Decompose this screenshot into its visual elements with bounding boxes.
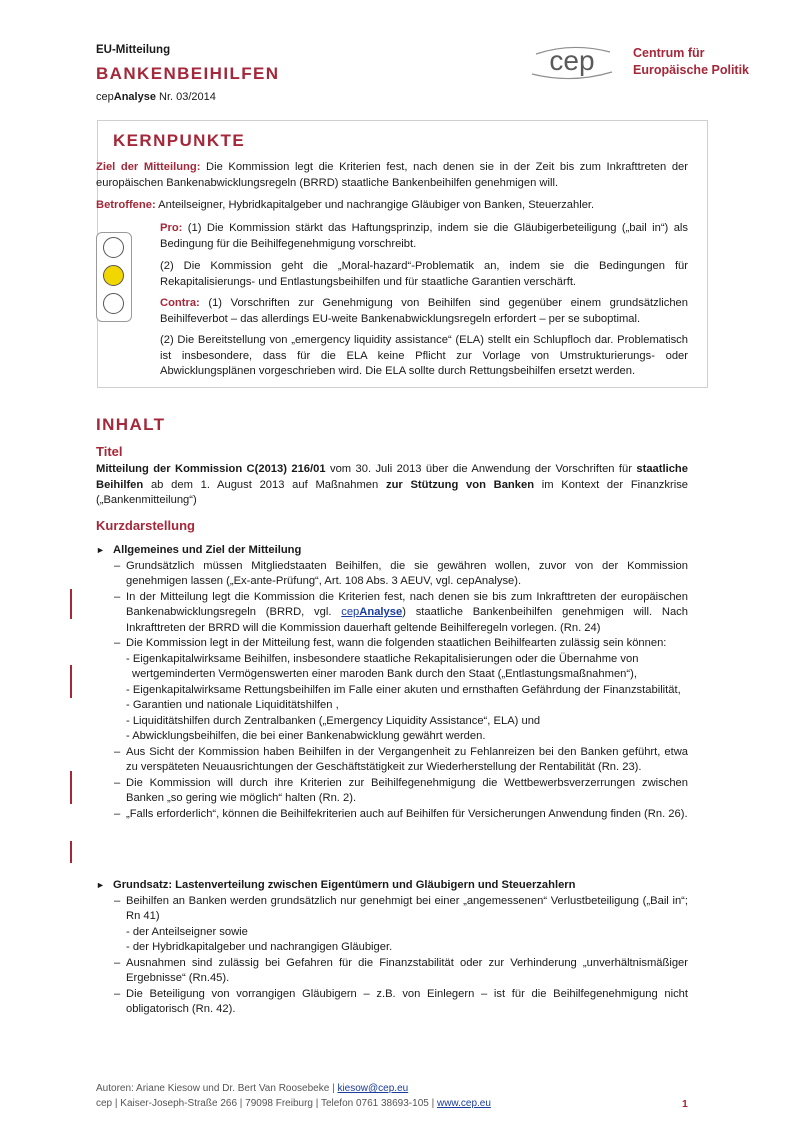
- website-link[interactable]: www.cep.eu: [436, 1098, 491, 1109]
- document-title: BANKENBEIHILFEN: [96, 64, 280, 83]
- margin-change-bar: [70, 841, 72, 863]
- margin-change-bar: [70, 665, 72, 698]
- organisation-name: Centrum für Europäische Politik: [633, 46, 750, 77]
- section-allgemeines: [96, 543, 688, 822]
- margin-change-bar: [70, 589, 72, 619]
- footer-authors: Autoren: Ariane Kiesow und Dr. Bert Van Roosebeke | kiesow@cep.eu: [96, 1083, 409, 1094]
- list-item: – Die Beteiligung von vorrangigen Gläubigern – z.B. von Einlegern – ist für die Beihilfegenehmigung nicht obligatorisch (Rn. 42).: [114, 987, 688, 1015]
- footer-address: cep | Kaiser-Joseph-Straße 266 | 79098 Freiburg | Telefon 0761 38693-105 | www.cep.eu: [96, 1098, 491, 1109]
- sub-list: [96, 925, 688, 956]
- traffic-light-icon: [96, 232, 132, 322]
- traffic-light-yellow-lamp: [103, 265, 124, 286]
- list-item: – Beihilfen an Banken werden grundsätzlich nur genehmigt bei einer „angemessenen“ Verlustbeteiligung („Bail in“; Rn 41): [114, 894, 688, 922]
- page-number: 1: [682, 1098, 688, 1110]
- list-item: – Aus Sicht der Kommission haben Beihilfen in der Vergangenheit zu Fehlanreizen bei den Banken geführt, etwa zu verspäteten Neuausrichtungen der Geschäftstätigkeit zur Wiederherstellung der Rentabilität (Rn. 23).: [114, 745, 688, 773]
- margin-change-bar: [70, 771, 72, 804]
- traffic-light-red-lamp: [103, 237, 124, 258]
- list-item: – Die Kommission will durch ihre Kriterien zur Beihilfegenehmigung die Wettbewerbsverzerrungen zwischen Banken „so gering wie möglich“ halten (Rn. 2).: [114, 776, 688, 804]
- sub-list-item: - Abwicklungsbeihilfen, die bei einer Bankenabwicklung gewährt werden.: [126, 730, 486, 742]
- kernpunkte-heading: KERNPUNKTE: [113, 131, 246, 150]
- list-item: – Grundsätzlich müssen Mitgliedstaaten Beihilfen, die sie gewähren wollen, zuvor von der Kommission genehmigen lassen („Ex-ante-Prüfung“, Art. 108 Abs. 3 AEUV, vgl. cepAnalyse).: [114, 559, 688, 587]
- sub-list-item: - Liquiditätshilfen durch Zentralbanken („Emergency Liquidity Assistance“, ELA) und: [126, 714, 541, 727]
- contra-2-paragraph: (2) Die Bereitstellung von „emergency liquidity assistance“ (ELA) stellt ein Schlupfloch dar. Problematisch ist insbesondere, dass für die ELA keine Pflicht zur Vorlage von Umstrukturierungs- oder Abwicklungsplänen vorgeschrieben wird. Die ELA sollte durch Rettungsbeihilfen ersetzt werden.: [160, 334, 688, 377]
- ziel-paragraph: Ziel der Mitteilung: Die Kommission legt die Kriterien fest, nach denen sie in der Zeit bis zum Inkrafttreten der europäischen Bankenabwicklungsregeln (BRRD) staatliche Bankenbeihilfen genehmigen will.: [96, 161, 688, 189]
- pro-2-paragraph: (2) Die Kommission geht die „Moral-hazard“-Problematik an, indem sie die Bedingungen für Rekapitalisierungs- und Entlastungsbeihilfen und für staatliche Garantien verschärft.: [160, 260, 688, 288]
- sub-list-item: - Garantien und nationale Liquiditätshilfen ,: [126, 699, 339, 711]
- pro-1-paragraph: Pro: (1) Die Kommission stärkt das Haftungsprinzip, indem sie die Gläubigerbeteiligung („bail in“) als Bedingung für die Beihilfegenehmigung vorschreibt.: [160, 222, 688, 250]
- cep-logo: [526, 40, 618, 84]
- kurzdarstellung-heading: Kurzdarstellung: [96, 518, 195, 533]
- section-heading: ► Allgemeines und Ziel der Mitteilung: [96, 543, 688, 559]
- list-item: – Ausnahmen sind zulässig bei Gefahren für die Finanzstabilität oder zur Verhinderung „unverhältnismäßiger Ergebnisse“ (Rn.45).: [114, 956, 688, 984]
- sub-list-item: - der Anteilseigner sowie: [126, 925, 248, 938]
- arrow-right-icon: ►: [96, 880, 105, 890]
- sub-list-item: - der Hybridkapitalgeber und nachrangigen Gläubiger.: [126, 941, 393, 953]
- contra-1-paragraph: Contra: (1) Vorschriften zur Genehmigung von Beihilfen sind gegenüber einem grundsätzlichen Beihilfeverbot – das allerdings EU-weite Bankenabwicklungsregeln erfordert – per se suboptimal.: [160, 297, 688, 325]
- betroffene-paragraph: Betroffene: Anteilseigner, Hybridkapitalgeber und nachrangige Gläubiger von Banken, Steuerzahler.: [96, 199, 595, 211]
- email-link[interactable]: kiesow@cep.eu: [337, 1083, 409, 1094]
- titel-heading: Titel: [96, 444, 123, 459]
- analyse-number: cepAnalyse Nr. 03/2014: [96, 91, 216, 103]
- section-grundsatz: [96, 878, 688, 1018]
- cep-analyse-link[interactable]: cepAnalyse: [341, 606, 403, 618]
- sub-list-item: - Eigenkapitalwirksame Beihilfen, insbesondere staatliche Rekapitalisierungen oder die Übernahme von wertgeminderten Vermögenswerten einer maroden Bank durch den Staat („Entlastungsmaßnahmen“),: [126, 652, 639, 680]
- document-type: EU-Mitteilung: [96, 44, 171, 56]
- list-item: – Die Kommission legt in der Mitteilung fest, wann die folgenden staatlichen Beihilfearten zulässig sein können:: [114, 637, 667, 649]
- sub-list: [96, 652, 688, 745]
- titel-text: Mitteilung der Kommission C(2013) 216/01 vom 30. Juli 2013 über die Anwendung der Vorschriften für staatliche Beihilfen ab dem 1. August 2013 auf Maßnahmen zur Stützung von Banken im Kontext der Finanzkrise („Bankenmitteilung“): [96, 463, 689, 506]
- sub-list-item: - Eigenkapitalwirksame Rettungsbeihilfen im Falle einer akuten und ernsthaften Gefährdung der Finanzstabilität,: [126, 683, 681, 696]
- svg-text:cep: cep: [549, 45, 595, 76]
- arrow-right-icon: ►: [96, 545, 105, 555]
- section-heading: ► Grundsatz: Lastenverteilung zwischen Eigentümern und Gläubigern und Steuerzahlern: [96, 878, 688, 894]
- list-item: – In der Mitteilung legt die Kommission die Kriterien fest, nach denen sie bis zum Inkrafttreten der europäischen Bankenabwicklungsregeln (BRRD, vgl. cepAnalyse) staatliche Bankenbeihilfen genehmigen will. Nach Inkrafttreten der BRRD will die Kommission dauerhaft geltende Beihilferegeln vorlegen. (Rn. 24): [114, 590, 688, 634]
- traffic-light-green-lamp: [103, 293, 124, 314]
- list-item: – „Falls erforderlich“, können die Beihilfekriterien auch auf Beihilfen für Versicherungen Anwendung finden (Rn. 26).: [114, 807, 688, 820]
- inhalt-heading: INHALT: [96, 415, 166, 434]
